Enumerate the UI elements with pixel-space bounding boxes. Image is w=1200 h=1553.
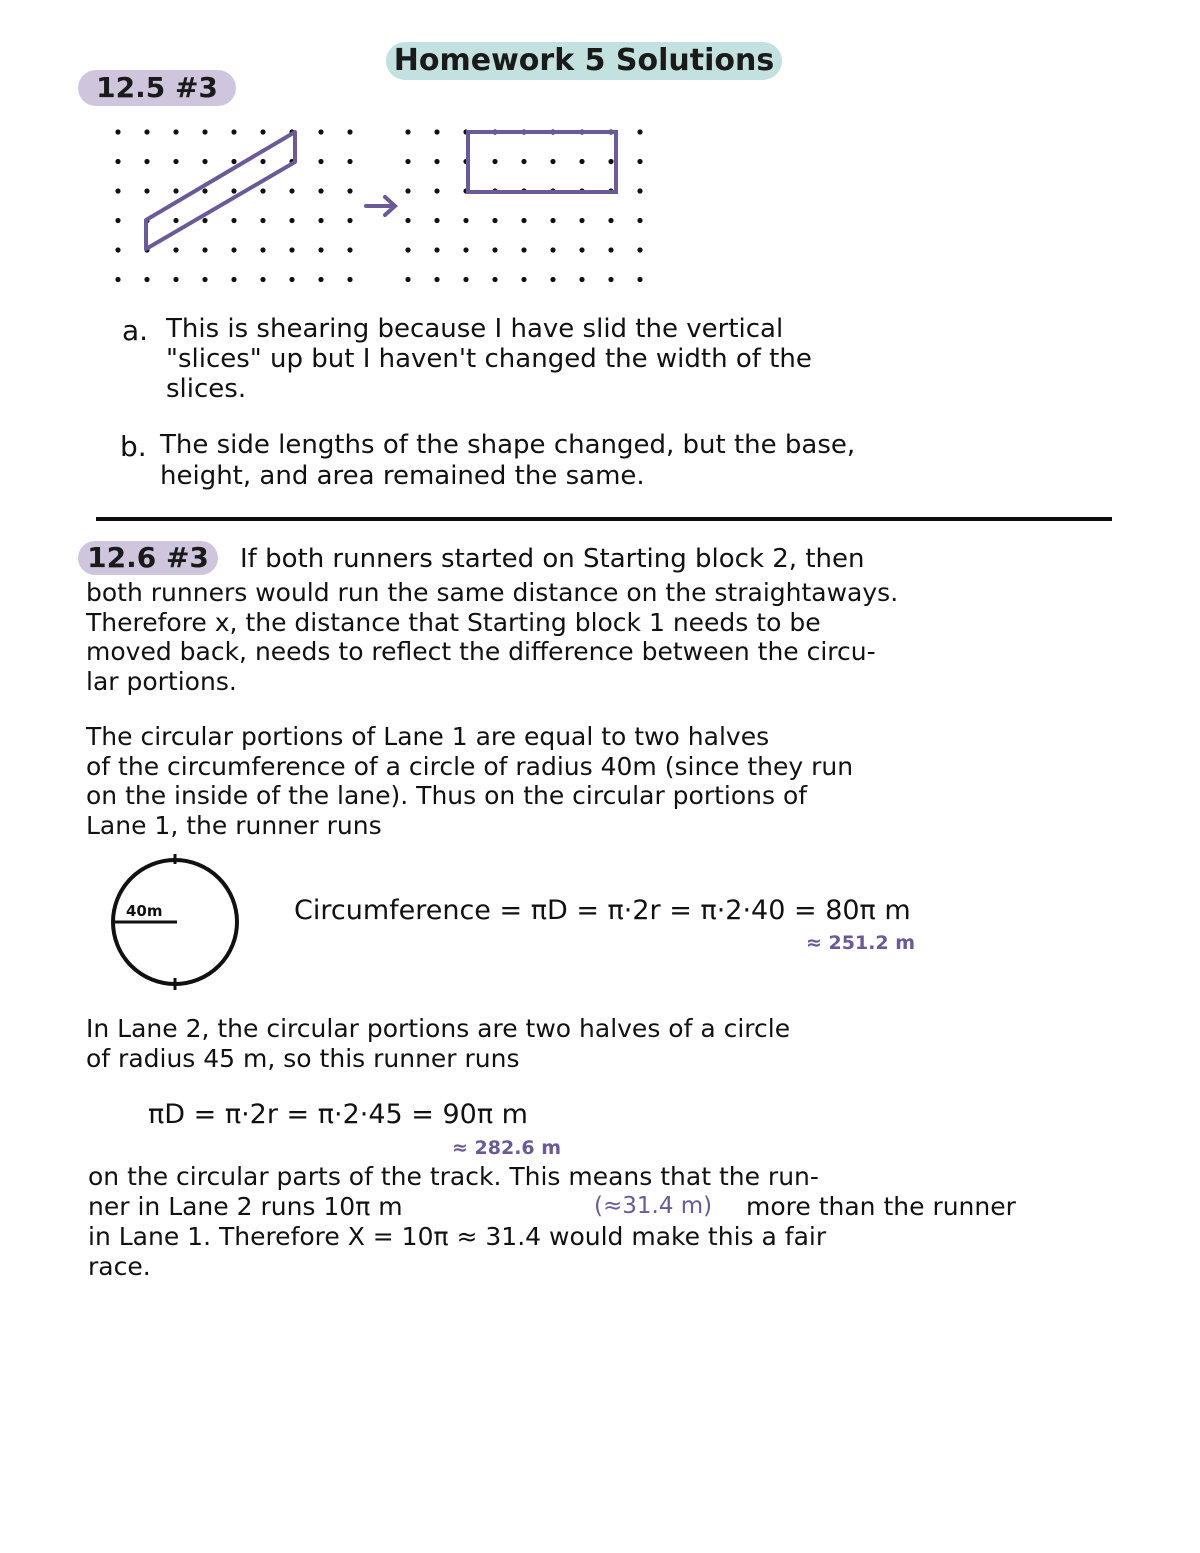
grid-dot <box>463 277 468 282</box>
intro-paragraph: both runners would run the same distance on the straightaways. Therefore x, the distance that Starting block 1 needs to be moved back, needs to reflect the difference between the circu- lar portions. <box>86 578 899 696</box>
conclusion-part-2: more than the runner <box>746 1192 1016 1221</box>
grid-dot <box>637 277 642 282</box>
grid-dot <box>115 247 120 252</box>
grid-dot <box>260 188 265 193</box>
grid-dot <box>608 159 613 164</box>
grid-dot <box>260 277 265 282</box>
grid-dot <box>492 159 497 164</box>
intro-first-line: If both runners started on Starting block 2, then <box>240 544 865 574</box>
grid-dot <box>202 159 207 164</box>
rectangle-shape <box>468 132 616 192</box>
grid-dot <box>347 188 352 193</box>
grid-dot <box>434 218 439 223</box>
grid-dot <box>608 277 613 282</box>
grid-dot <box>289 277 294 282</box>
grid-dot <box>405 188 410 193</box>
grid-dot <box>115 129 120 134</box>
grid-dot <box>405 159 410 164</box>
grid-dot <box>260 247 265 252</box>
grid-dot <box>434 188 439 193</box>
grid-dot <box>173 247 178 252</box>
grid-dot <box>231 188 236 193</box>
grid-dot <box>115 277 120 282</box>
item-a-text: This is shearing because I have slid the vertical "slices" up but I haven't changed the width of the slices. <box>166 314 812 404</box>
shearing-figure <box>100 120 660 290</box>
grid-dot <box>202 129 207 134</box>
lane2-paragraph: In Lane 2, the circular portions are two halves of a circle of radius 45 m, so this runner runs <box>86 1014 791 1073</box>
grid-dot <box>637 188 642 193</box>
grid-dot <box>173 129 178 134</box>
parallelogram-shape <box>146 132 295 249</box>
grid-dot <box>202 188 207 193</box>
grid-dot <box>144 129 149 134</box>
grid-dot <box>144 159 149 164</box>
grid-dot <box>550 277 555 282</box>
grid-dot <box>405 247 410 252</box>
grid-dot <box>463 218 468 223</box>
grid-dot <box>347 159 352 164</box>
grid-dot <box>231 129 236 134</box>
grid-dot <box>637 247 642 252</box>
grid-dot <box>347 277 352 282</box>
item-a-letter: a. <box>122 314 149 347</box>
section-label-12-6 <box>78 541 218 575</box>
grid-dot <box>579 159 584 164</box>
grid-dot <box>405 218 410 223</box>
grid-dot <box>115 159 120 164</box>
grid-dot <box>347 129 352 134</box>
grid-dot <box>115 188 120 193</box>
grid-dot <box>260 129 265 134</box>
grid-dot <box>347 247 352 252</box>
circle-diagram <box>104 852 248 992</box>
grid-dot <box>115 218 120 223</box>
grid-dot <box>608 247 613 252</box>
grid-dot <box>550 159 555 164</box>
page-title <box>386 42 782 80</box>
lane1-paragraph: The circular portions of Lane 1 are equal to two halves of the circumference of a circle of radius 40m (since they run on the inside of the lane). Thus on the circular portions of Lane 1, the runner runs <box>86 722 854 840</box>
grid-dot <box>260 218 265 223</box>
conclusion-note: (≈31.4 m) <box>594 1193 713 1219</box>
grid-dot <box>434 277 439 282</box>
grid-dot <box>434 129 439 134</box>
grid-dot <box>260 159 265 164</box>
grid-dot <box>318 247 323 252</box>
grid-dot <box>637 129 642 134</box>
grid-dot <box>289 247 294 252</box>
grid-dot <box>231 159 236 164</box>
grid-dot <box>405 277 410 282</box>
grid-dot <box>231 277 236 282</box>
lane2-approx: ≈ 282.6 m <box>452 1137 562 1159</box>
item-b-letter: b. <box>120 430 147 463</box>
section-label-12-6-text: 12.6 #3 <box>87 541 209 574</box>
grid-dot <box>637 159 642 164</box>
grid-dot <box>144 277 149 282</box>
conclusion-part-3: in Lane 1. Therefore X = 10π ≈ 31.4 would make this a fair race. <box>88 1222 827 1281</box>
grid-dot <box>463 247 468 252</box>
grid-dot <box>434 247 439 252</box>
arrow-icon <box>366 197 395 215</box>
item-b-text: The side lengths of the shape changed, but the base, height, and area remained the same. <box>160 430 856 491</box>
grid-dot <box>434 159 439 164</box>
grid-dot <box>318 218 323 223</box>
grid-dot <box>202 277 207 282</box>
grid-dot <box>492 277 497 282</box>
grid-dot <box>202 247 207 252</box>
grid-dot <box>202 218 207 223</box>
grid-dot <box>318 159 323 164</box>
grid-dot <box>289 218 294 223</box>
section-label-12-5-text: 12.5 #3 <box>96 71 218 104</box>
grid-dot <box>231 218 236 223</box>
grid-dot <box>492 247 497 252</box>
grid-dot <box>405 129 410 134</box>
circumference-approx: ≈ 251.2 m <box>806 932 916 954</box>
grid-dot <box>173 277 178 282</box>
page-title-text: Homework 5 Solutions <box>393 43 775 78</box>
grid-dot <box>521 218 526 223</box>
circle-radius-label: 40m <box>126 902 163 920</box>
grid-dot <box>521 159 526 164</box>
grid-dot <box>347 218 352 223</box>
grid-dot <box>579 247 584 252</box>
conclusion-part-1: on the circular parts of the track. This means that the run- ner in Lane 2 runs 10π m <box>88 1162 819 1221</box>
grid-dot <box>144 188 149 193</box>
grid-dot <box>521 247 526 252</box>
grid-dot <box>318 129 323 134</box>
lane2-equation: πD = π·2r = π·2·45 = 90π m <box>148 1099 528 1130</box>
grid-dot <box>579 218 584 223</box>
grid-dot <box>318 277 323 282</box>
section-divider <box>96 517 1112 521</box>
grid-dot <box>579 277 584 282</box>
grid-dot <box>637 218 642 223</box>
grid-dot <box>608 218 613 223</box>
grid-dot <box>173 188 178 193</box>
grid-dot <box>492 218 497 223</box>
grid-dot <box>231 247 236 252</box>
circumference-equation: Circumference = πD = π·2r = π·2·40 = 80π m <box>294 895 911 926</box>
grid-dot <box>550 247 555 252</box>
section-label-12-5 <box>78 70 236 106</box>
grid-dot <box>289 188 294 193</box>
grid-dot <box>173 218 178 223</box>
grid-dot <box>550 218 555 223</box>
grid-dot <box>173 159 178 164</box>
grid-dot <box>318 188 323 193</box>
grid-dot <box>521 277 526 282</box>
